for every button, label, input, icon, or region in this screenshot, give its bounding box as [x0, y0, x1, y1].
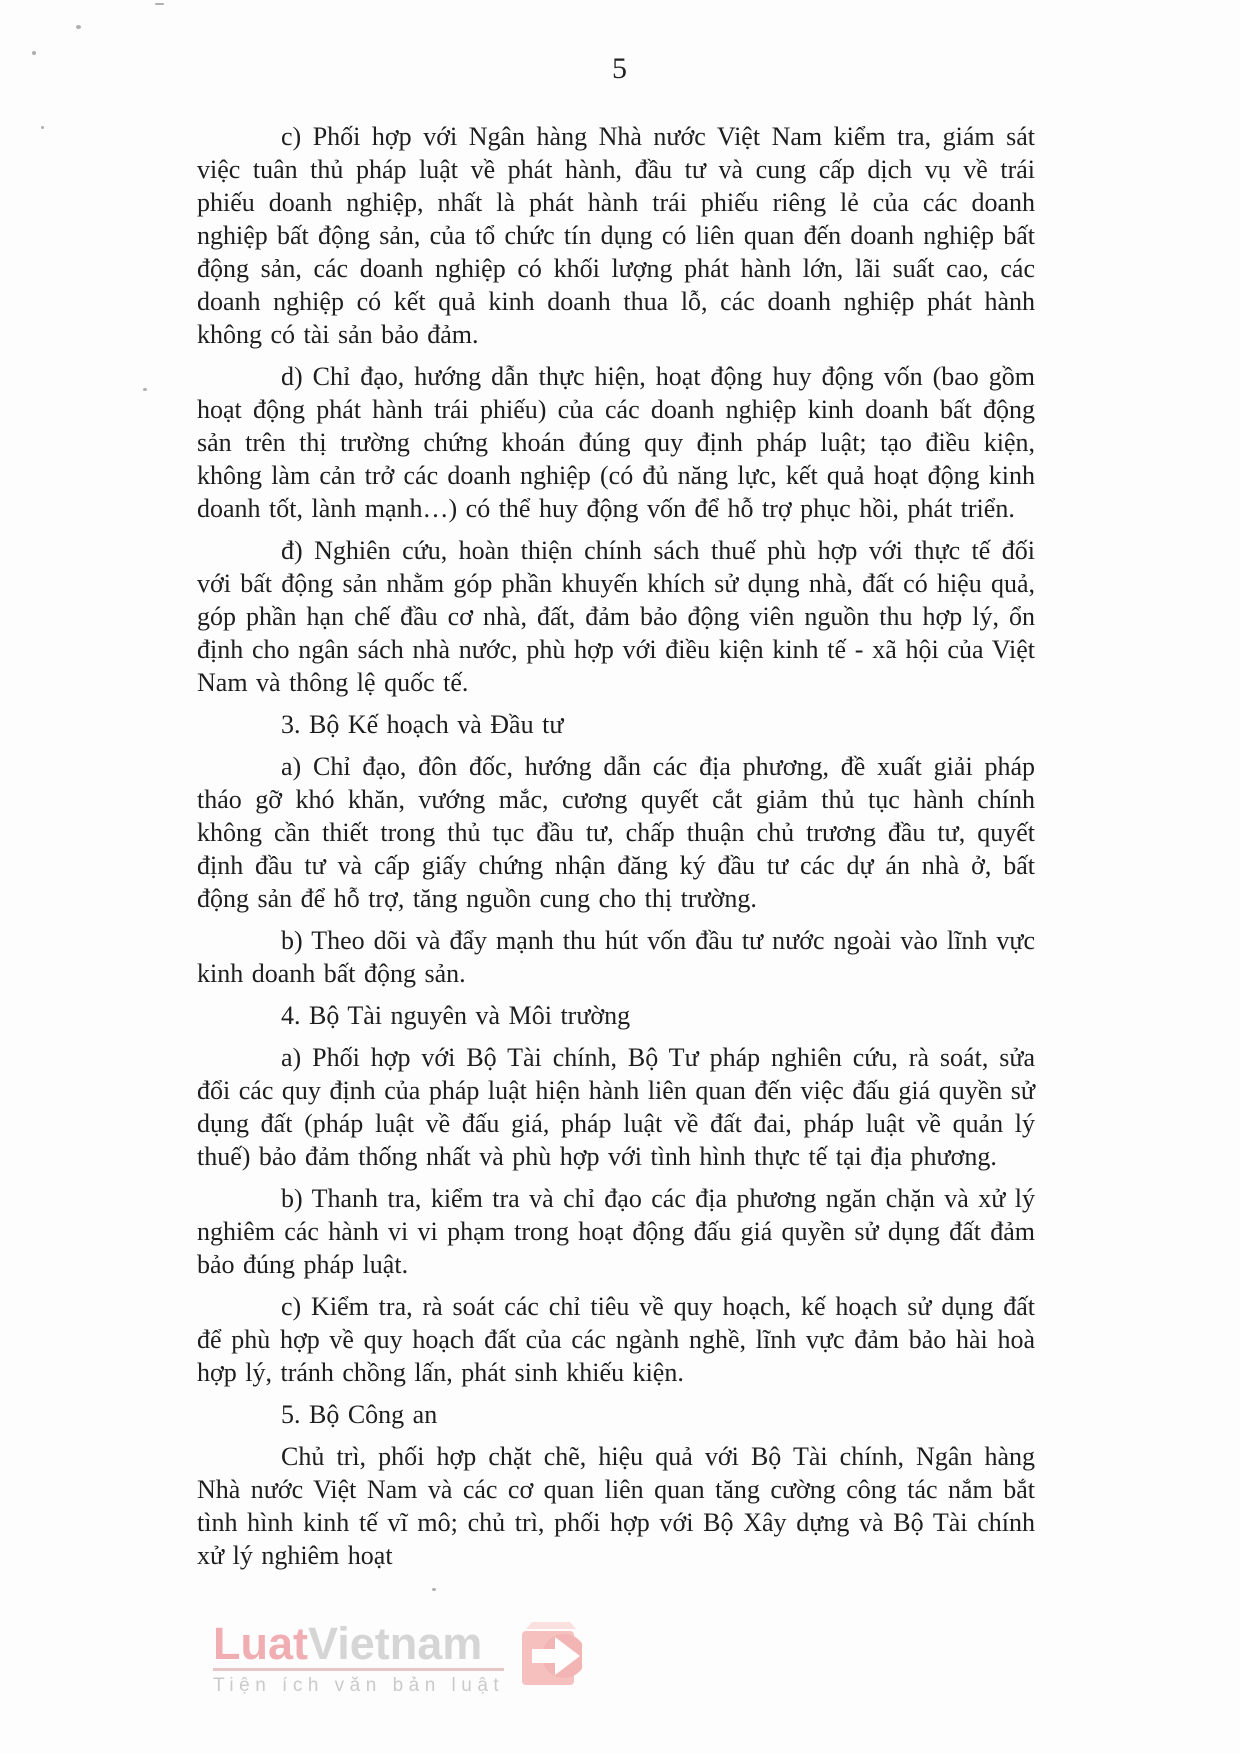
document-body — [197, 120, 1035, 1581]
heading-section-3-planning-investment: 3. Bộ Kế hoạch và Đầu tư — [281, 710, 564, 739]
scan-speck — [432, 1588, 436, 1591]
paragraph-5-coordination: Chủ trì, phối hợp chặt chẽ, hiệu quả với Bộ Tài chính, Ngân hàng Nhà nước Việt Nam và các cơ quan liên quan tăng cường công tác nắm bắt tình hình kinh tế vĩ mô; chủ trì, phối hợp với Bộ Xây dựng và Bộ Tài chính xử lý nghiêm hoạt — [197, 1442, 1035, 1570]
scan-speck — [76, 25, 81, 29]
paragraph-3b-foreign-investment: b) Theo dõi và đẩy mạnh thu hút vốn đầu tư nước ngoài vào lĩnh vực kinh doanh bất động sản. — [197, 926, 1035, 988]
page-number: 5 — [612, 52, 628, 85]
brand-vietnam-text: Vietnam — [308, 1618, 483, 1669]
paragraph-dd-tax-policy: đ) Nghiên cứu, hoàn thiện chính sách thuế phù hợp với thực tế đối với bất động sản nhằm góp phần khuyến khích sử dụng nhà, đất có hiệu quả, góp phần hạn chế đầu cơ nhà, đất, đảm bảo động viên nguồn thu hợp lý, ổn định cho ngân sách nhà nước, phù hợp với điều kiện kinh tế - xã hội của Việt Nam và thông lệ quốc tế. — [197, 536, 1035, 697]
luatvietnam-brand-text — [213, 1618, 504, 1671]
paragraph-4b-inspection: b) Thanh tra, kiểm tra và chỉ đạo các địa phương ngăn chặn và xử lý nghiêm các hành vi vi phạm trong hoạt động đấu giá quyền sử dụng đất đảm bảo đúng pháp luật. — [197, 1184, 1035, 1279]
paragraph-4a-land-auction-law: a) Phối hợp với Bộ Tài chính, Bộ Tư pháp nghiên cứu, rà soát, sửa đổi các quy định của pháp luật hiện hành liên quan đến việc đấu giá quyền sử dụng đất (pháp luật về đấu giá, pháp luật về đất đai, pháp luật về quản lý thuế) bảo đảm thống nhất và phù hợp với tình hình thực tế tại địa phương. — [197, 1043, 1035, 1171]
luatvietnam-watermark — [213, 1618, 582, 1697]
luatvietnam-tagline: Tiện ích văn bản luật — [213, 1675, 505, 1696]
paragraph-3a-procedures: a) Chỉ đạo, đôn đốc, hướng dẫn các địa phương, đề xuất giải pháp tháo gỡ khó khăn, vướng mắc, cương quyết cắt giảm thủ tục hành chính không cần thiết trong thủ tục đầu tư, chấp thuận chủ trương đầu tư, quyết định đầu tư và cấp giấy chứng nhận đăng ký đầu tư các dự án nhà ở, bất động sản để hỗ trợ, tăng nguồn cung cho thị trường. — [197, 752, 1035, 913]
heading-section-5-public-security: 5. Bộ Công an — [281, 1400, 438, 1429]
brand-luat-text: Luat — [213, 1618, 308, 1669]
scan-speck — [155, 3, 164, 5]
heading-section-4-natural-resources: 4. Bộ Tài nguyên và Môi trường — [281, 1001, 631, 1030]
paragraph-d-capital: d) Chỉ đạo, hướng dẫn thực hiện, hoạt động huy động vốn (bao gồm hoạt động phát hành trái phiếu) của các doanh nghiệp kinh doanh bất động sản trên thị trường chứng khoán đúng quy định pháp luật; tạo điều kiện, không làm cản trở các doanh nghiệp (có đủ năng lực, kết quả hoạt động kinh doanh tốt, lành mạnh…) có thể huy động vốn để hỗ trợ phục hồi, phát triển. — [197, 362, 1035, 523]
luatvietnam-logotype — [213, 1618, 505, 1697]
scan-speck — [143, 388, 147, 391]
paragraph-4c-land-use-planning: c) Kiểm tra, rà soát các chỉ tiêu về quy hoạch, kế hoạch sử dụng đất để phù hợp về quy hoạch đất của các ngành nghề, lĩnh vực đảm bảo hài hoà hợp lý, tránh chồng lấn, phát sinh khiếu kiện. — [197, 1292, 1035, 1387]
paragraph-c-finance: c) Phối hợp với Ngân hàng Nhà nước Việt Nam kiểm tra, giám sát việc tuân thủ pháp luật về phát hành, đầu tư và cung cấp dịch vụ về trái phiếu doanh nghiệp, nhất là phát hành trái phiếu riêng lẻ của các doanh nghiệp bất động sản, của tổ chức tín dụng có liên quan đến doanh nghiệp bất động sản, các doanh nghiệp có khối lượng phát hành lớn, lãi suất cao, các doanh nghiệp có kết quả kinh doanh thua lỗ, các doanh nghiệp phát hành không có tài sản bảo đảm. — [197, 122, 1035, 349]
scan-speck — [41, 126, 44, 129]
luatvietnam-arrow-icon — [518, 1622, 582, 1690]
